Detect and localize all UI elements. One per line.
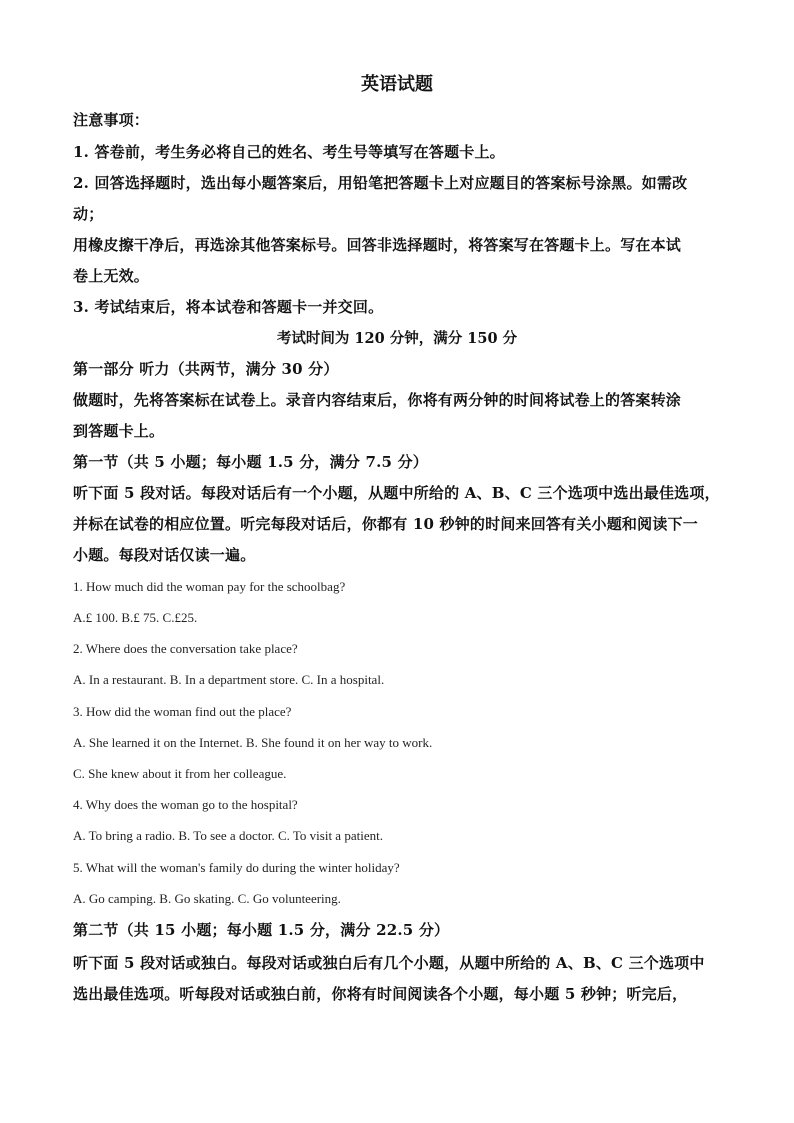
- question-1: 1. How much did the woman pay for the schoolbag?: [73, 579, 346, 594]
- question-3-options-line-2: C. She knew about it from her colleague.: [73, 766, 287, 781]
- notes-item-2-line-1: 2. 回答选择题时，选出每小题答案后，用铅笔把答题卡上对应题目的答案标号涂黑。如需改: [73, 174, 688, 192]
- exam-time: 考试时间为 120 分钟，满分 150 分: [276, 330, 518, 347]
- part1-instruction-line-2: 到答题卡上。: [73, 422, 165, 440]
- question-2: 2. Where does the conversation take place?: [73, 641, 298, 656]
- part1-heading: 第一部分 听力（共两节，满分 30 分）: [73, 360, 339, 378]
- section1-instruction-line-3: 小题。每段对话仅读一遍。: [73, 546, 256, 564]
- notes-item-2-line-2: 动；: [73, 205, 104, 223]
- notes-heading: 注意事项：: [73, 111, 150, 129]
- question-2-options: A. In a restaurant. B. In a department store. C. In a hospital.: [73, 672, 385, 687]
- section2-heading: 第二节（共 15 小题；每小题 1.5 分，满分 22.5 分）: [73, 921, 450, 939]
- notes-item-2-line-4: 卷上无效。: [73, 267, 150, 285]
- section1-instruction-line-2: 并标在试卷的相应位置。听完每段对话后，你都有 10 秒钟的时间来回答有关小题和阅读下一: [73, 515, 698, 533]
- part1-instruction-line-1: 做题时，先将答案标在试卷上。录音内容结束后，你将有两分钟的时间将试卷上的答案转涂: [73, 391, 682, 409]
- section1-instruction-line-1: 听下面 5 段对话。每段对话后有一个小题，从题中所给的 A、B、C 三个选项中选出最佳选项，: [73, 484, 720, 502]
- notes-item-3: 3. 考试结束后，将本试卷和答题卡一并交回。: [73, 298, 384, 316]
- question-3-options-line-1: A. She learned it on the Internet. B. She found it on her way to work.: [73, 735, 433, 750]
- question-1-options: A.£ 100. B.£ 75. C.£25.: [73, 610, 198, 625]
- section1-heading: 第一节（共 5 小题；每小题 1.5 分，满分 7.5 分）: [73, 453, 428, 471]
- question-4: 4. Why does the woman go to the hospital?: [73, 797, 298, 812]
- notes-item-1: 1. 答卷前，考生务必将自己的姓名、考生号等填写在答题卡上。: [73, 143, 505, 161]
- section2-instruction-line-1: 听下面 5 段对话或独白。每段对话或独白后有几个小题，从题中所给的 A、B、C 三个选项中: [73, 954, 705, 972]
- section2-instruction-line-2: 选出最佳选项。听每段对话或独白前，你将有时间阅读各个小题，每小题 5 秒钟；听完后，: [73, 985, 688, 1003]
- question-3: 3. How did the woman find out the place?: [73, 704, 292, 719]
- question-5-options: A. Go camping. B. Go skating. C. Go volunteering.: [73, 891, 341, 906]
- question-4-options: A. To bring a radio. B. To see a doctor. C. To visit a patient.: [73, 828, 383, 843]
- notes-item-2-line-3: 用橡皮擦干净后，再选涂其他答案标号。回答非选择题时，将答案写在答题卡上。写在本试: [73, 236, 682, 254]
- question-5: 5. What will the woman's family do during the winter holiday?: [73, 860, 400, 875]
- page-title: 英语试题: [361, 74, 433, 95]
